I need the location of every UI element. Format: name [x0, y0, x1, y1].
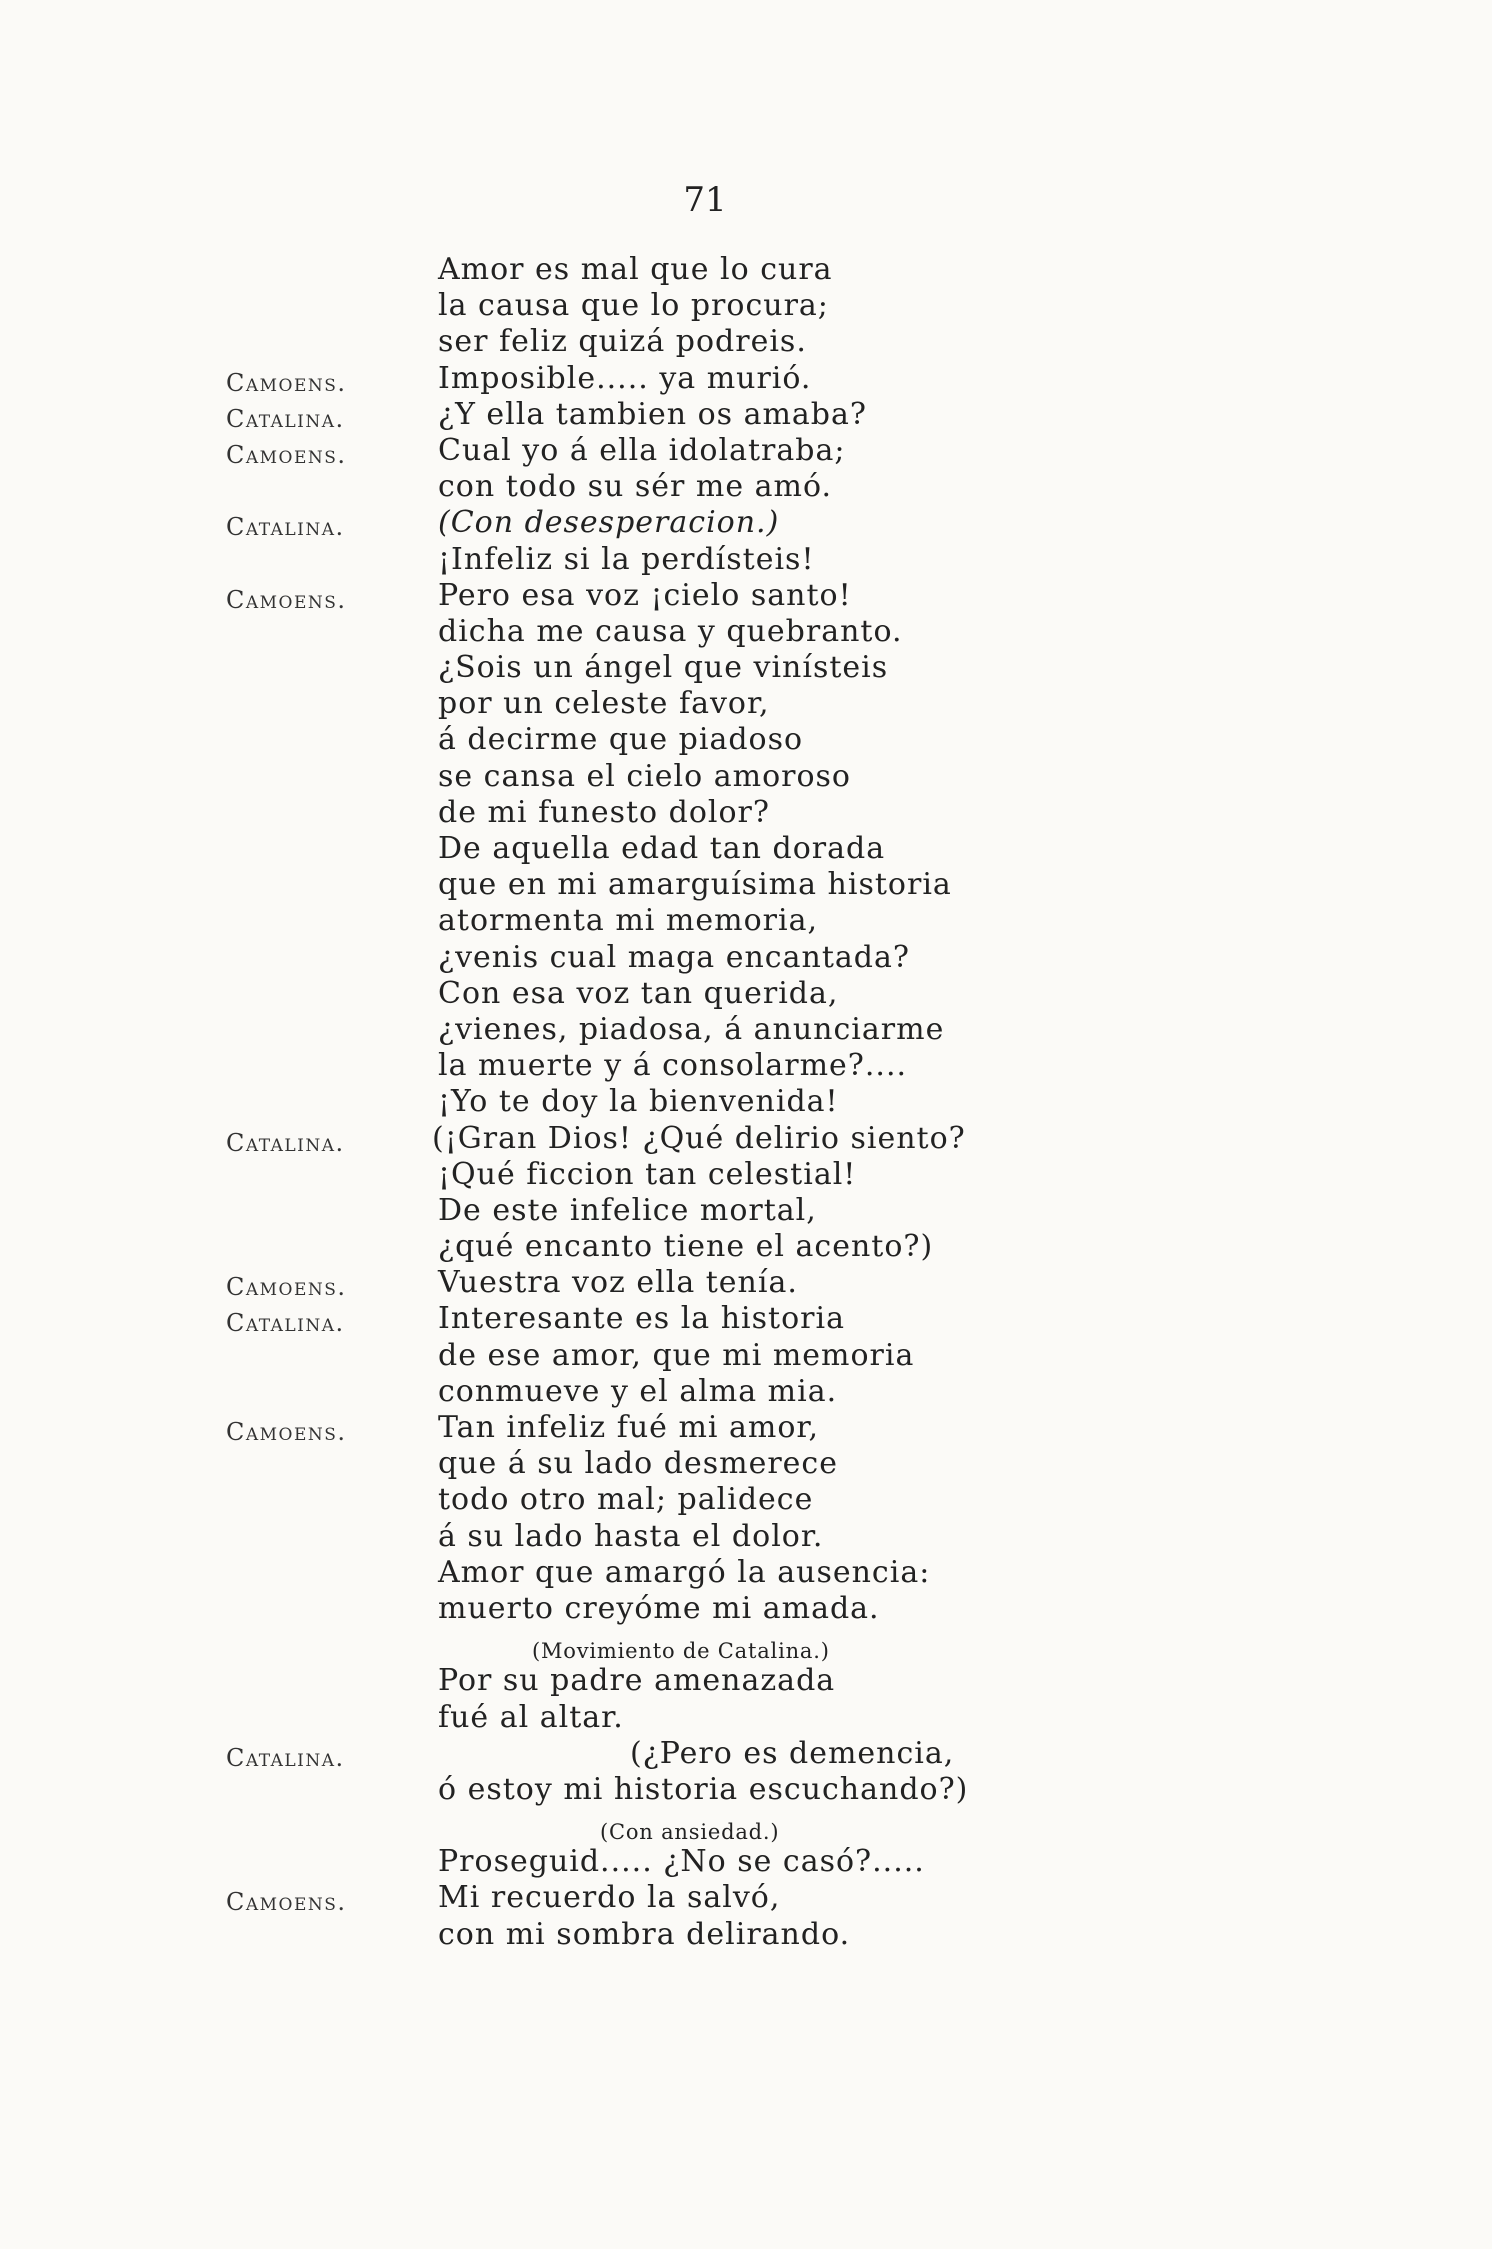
verse-text: Interesante es la historia	[438, 1301, 845, 1337]
verse-line	[0, 505, 1492, 541]
speaker-name: Camoens.	[226, 440, 347, 469]
verse-line	[0, 976, 1492, 1012]
speaker-name: Catalina.	[226, 404, 345, 433]
verse-line	[0, 722, 1492, 758]
verse-body	[0, 252, 1492, 1953]
speaker-name: Camoens.	[226, 1888, 347, 1917]
verse-text: que á su lado desmerece	[438, 1446, 838, 1482]
speaker-name: Camoens.	[226, 1418, 347, 1446]
verse-line	[0, 1772, 1492, 1808]
verse-text: ser feliz quizá podreis.	[438, 324, 807, 360]
verse-text: atormenta mi memoria,	[438, 903, 818, 939]
verse-line	[0, 1482, 1492, 1518]
verse-text: Imposible..... ya murió.	[438, 360, 812, 396]
verse-text: á su lado hasta el dolor.	[438, 1518, 824, 1554]
verse-text: que en mi amarguísima historia	[438, 867, 952, 903]
verse-line	[0, 1229, 1492, 1265]
verse-text: con todo su sér me amó.	[438, 469, 833, 505]
verse-text: Amor es mal que lo cura	[438, 252, 833, 287]
verse-text: Mi recuerdo la salvó,	[438, 1880, 781, 1916]
speaker-name: Camoens.	[226, 1273, 347, 1302]
verse-text: (¡Gran Dios! ¿Qué delirio siento?	[432, 1120, 966, 1156]
verse-line	[0, 1410, 1492, 1446]
verse-text: de mi funesto dolor?	[438, 794, 770, 830]
verse-line	[0, 1808, 1492, 1844]
verse-line	[0, 361, 1492, 397]
verse-line	[0, 1917, 1492, 1953]
verse-text: ¿Sois un ángel que vinísteis	[438, 650, 889, 686]
verse-text: Cual yo á ella idolatraba;	[438, 432, 846, 468]
verse-line	[0, 469, 1492, 505]
verse-text: Tan infeliz fué mi amor,	[438, 1410, 819, 1445]
speaker-name: Catalina.	[226, 513, 345, 542]
verse-line	[0, 542, 1492, 578]
verse-line	[0, 903, 1492, 939]
verse-text: con mi sombra delirando.	[438, 1916, 851, 1952]
verse-line	[0, 1265, 1492, 1301]
verse-text: ó estoy mi historia escuchando?)	[438, 1771, 969, 1807]
verse-line	[0, 1048, 1492, 1084]
verse-line	[0, 1338, 1492, 1374]
verse-text: ¿Y ella tambien os amaba?	[438, 396, 867, 432]
verse-text: ¡Qué ficcion tan celestial!	[438, 1156, 857, 1192]
verse-text: de ese amor, que mi memoria	[438, 1337, 915, 1373]
verse-line	[0, 686, 1492, 722]
verse-line	[0, 831, 1492, 867]
page-number: 71	[683, 180, 727, 220]
verse-text: muerto creyóme mi amada.	[438, 1590, 880, 1626]
verse-line	[0, 1736, 1492, 1772]
verse-line	[0, 759, 1492, 795]
verse-line	[0, 1519, 1492, 1555]
verse-text: dicha me causa y quebranto.	[438, 613, 903, 649]
verse-text: á decirme que piadoso	[438, 722, 804, 758]
verse-text: (Con desesperacion.)	[438, 505, 780, 541]
verse-text: (¿Pero es demencia,	[630, 1735, 955, 1771]
verse-line	[0, 1663, 1492, 1699]
speaker-name: Catalina.	[226, 1309, 345, 1338]
verse-line	[0, 578, 1492, 614]
speaker-name: Camoens.	[226, 368, 347, 397]
stage-direction: (Movimiento de Catalina.)	[532, 1639, 830, 1664]
verse-line	[0, 1012, 1492, 1048]
verse-line	[0, 940, 1492, 976]
verse-text: se cansa el cielo amoroso	[438, 758, 851, 794]
verse-text: por un celeste favor,	[438, 686, 770, 722]
verse-text: De aquella edad tan dorada	[438, 831, 886, 866]
verse-text: Por su padre amenazada	[438, 1663, 836, 1699]
verse-line	[0, 1844, 1492, 1880]
verse-line	[0, 614, 1492, 650]
verse-line	[0, 1157, 1492, 1193]
verse-line	[0, 252, 1492, 288]
verse-text: todo otro mal; palidece	[438, 1482, 814, 1518]
verse-text: Proseguid..... ¿No se casó?.....	[438, 1844, 925, 1880]
verse-line	[0, 433, 1492, 469]
verse-text: ¿qué encanto tiene el acento?)	[438, 1229, 934, 1265]
verse-text: ¿venis cual maga encantada?	[438, 939, 910, 975]
verse-line	[0, 795, 1492, 831]
verse-text: fué al altar.	[438, 1699, 624, 1735]
verse-text: ¡Infeliz si la perdísteis!	[438, 541, 815, 577]
verse-line	[0, 1121, 1492, 1157]
speaker-name: Catalina.	[226, 1128, 345, 1157]
verse-line	[0, 1880, 1492, 1916]
verse-text: De este infelice mortal,	[438, 1192, 817, 1228]
stage-direction: (Con ansiedad.)	[600, 1820, 780, 1845]
verse-line	[0, 650, 1492, 686]
verse-text: la muerte y á consolarme?....	[438, 1048, 908, 1084]
verse-line	[0, 324, 1492, 360]
verse-line	[0, 1700, 1492, 1736]
verse-text: Con esa voz tan querida,	[438, 975, 839, 1011]
verse-text: ¿vienes, piadosa, á anunciarme	[438, 1011, 945, 1047]
verse-text: Vuestra voz ella tenía.	[438, 1265, 798, 1301]
speaker-name: Camoens.	[226, 585, 347, 614]
verse-text: Pero esa voz ¡cielo santo!	[438, 577, 852, 613]
verse-line	[0, 1591, 1492, 1627]
verse-line	[0, 1374, 1492, 1410]
verse-line	[0, 1627, 1492, 1663]
verse-line	[0, 397, 1492, 433]
verse-line	[0, 1193, 1492, 1229]
verse-text: conmueve y el alma mia.	[438, 1373, 838, 1409]
verse-line	[0, 1301, 1492, 1337]
verse-text: la causa que lo procura;	[438, 288, 829, 324]
verse-text: Amor que amargó la ausencia:	[438, 1554, 931, 1590]
verse-line	[0, 867, 1492, 903]
verse-line	[0, 1084, 1492, 1120]
speaker-name: Catalina.	[226, 1743, 345, 1772]
verse-line	[0, 1555, 1492, 1591]
verse-text: ¡Yo te doy la bienvenida!	[438, 1084, 839, 1120]
verse-line	[0, 1446, 1492, 1482]
verse-line	[0, 288, 1492, 324]
